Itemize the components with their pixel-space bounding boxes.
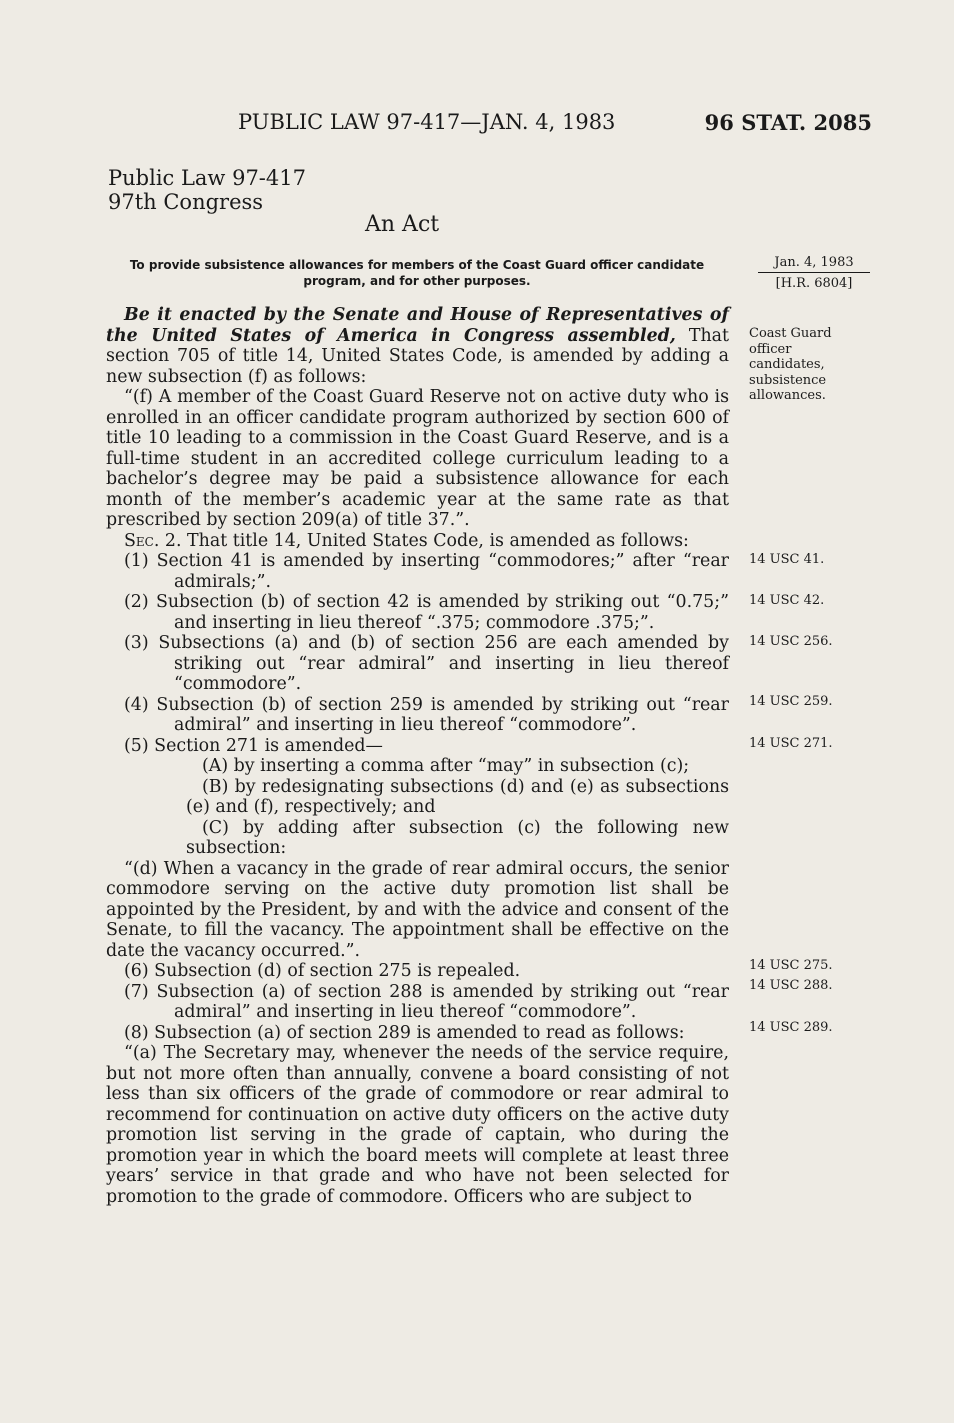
section-1 [106, 305, 729, 387]
paragraph-5-B: (B) by redesignating subsections (d) and (e) as subsections (e) and (f), respectively; and [186, 776, 729, 817]
margin-citation: 14 USC 41. [749, 552, 825, 567]
section-2-intro-text: That title 14, United States Code, is amended as follows: [187, 530, 689, 551]
new-subsection-a: “(a) The Secretary may, whenever the needs of the service require, but not more often than annually, convene a board consisting of not less than six officers of the grade of commodore or rear admiral to recommend for continuation on active duty officers on the active duty promotion list serving in the grade of captain, who during the promotion year in which the board meets will complete at least three years’ service in that grade and who have not been selected for promotion to the grade of commodore. Officers who are subject to [106, 1043, 729, 1207]
paragraph-3: (3) Subsections (a) and (b) of section 256 are each amended by striking out “rear admiral” and inserting in lieu thereof “commodore”. [124, 633, 729, 694]
margin-subject-note: Coast Guard officer candidates, subsistence allowances. [749, 326, 832, 403]
paragraph-8: (8) Subsection (a) of section 289 is amended to read as follows: [124, 1022, 685, 1043]
law-number: Public Law 97-417 [108, 166, 306, 190]
paragraph-5-A: (A) by inserting a comma after “may” in subsection (c); [202, 756, 690, 776]
enacting-clause: Be it enacted by the Senate and House of Representatives of the United States of America in Congress assembled, [106, 305, 729, 346]
paragraph-5: (5) Section 271 is amended— [124, 735, 383, 756]
congress: 97th Congress [108, 190, 264, 214]
statute-page-number: 96 STAT. 2085 [704, 110, 872, 135]
section-1-subsection-f: “(f) A member of the Coast Guard Reserve not on active duty who is enrolled in an officer candidate program authorized by section 600 of title 10 leading to a commission in the Coast Guard Reserve, and is a full-time student in an accredited college curriculum leading to a bachelor’s degree may be paid a subsistence allowance for each month of the member’s academic year at the same rate as that prescribed by section 209(a) of title 37.”. [106, 387, 729, 530]
purpose-statement: To provide subsistence allowances for members of the Coast Guard officer candidate program, and for other purposes. [129, 258, 705, 288]
running-header-title: PUBLIC LAW 97-417—JAN. 4, 1983 [238, 110, 616, 134]
margin-citation: 14 USC 275. [749, 958, 833, 973]
law-identification [108, 166, 306, 214]
margin-citation: 14 USC 42. [749, 593, 825, 608]
act-heading: An Act [365, 212, 440, 237]
paragraph-2: (2) Subsection (b) of section 42 is amended by striking out “0.75;” and inserting in lieu thereof “.375; commodore .375;”. [124, 592, 729, 633]
paragraph-6: (6) Subsection (d) of section 275 is repealed. [124, 961, 521, 981]
margin-bill-number: [H.R. 6804] [775, 276, 853, 291]
margin-citation: 14 USC 256. [749, 634, 833, 649]
margin-citation: 14 USC 288. [749, 978, 833, 993]
act-body [106, 305, 729, 1207]
margin-citation: 14 USC 259. [749, 694, 833, 709]
paragraph-4: (4) Subsection (b) of section 259 is amended by striking out “rear admiral” and inserting in lieu thereof “commodore”. [124, 694, 729, 735]
paragraph-7: (7) Subsection (a) of section 288 is amended by striking out “rear admiral” and inserting in lieu thereof “commodore”. [124, 981, 729, 1022]
margin-citation: 14 USC 271. [749, 736, 833, 751]
section-1-text: That section 705 of title 14, United States Code, is amended by adding a new subsection (f) as follows: [106, 325, 730, 387]
margin-date: Jan. 4, 1983 [758, 255, 870, 273]
margin-citation: 14 USC 289. [749, 1020, 833, 1035]
section-2-label: Sec. 2. [124, 530, 182, 551]
section-2-intro [106, 531, 729, 552]
paragraph-1: (1) Section 41 is amended by inserting “commodores;” after “rear admirals;”. [124, 551, 729, 592]
new-subsection-d: “(d) When a vacancy in the grade of rear admiral occurs, the senior commodore serving on the active duty promotion list shall be appointed by the President, by and with the advice and consent of the Senate, to fill the vacancy. The appointment shall be effective on the date the vacancy occurred.”. [106, 858, 729, 961]
paragraph-5-C: (C) by adding after subsection (c) the following new subsection: [186, 817, 729, 858]
